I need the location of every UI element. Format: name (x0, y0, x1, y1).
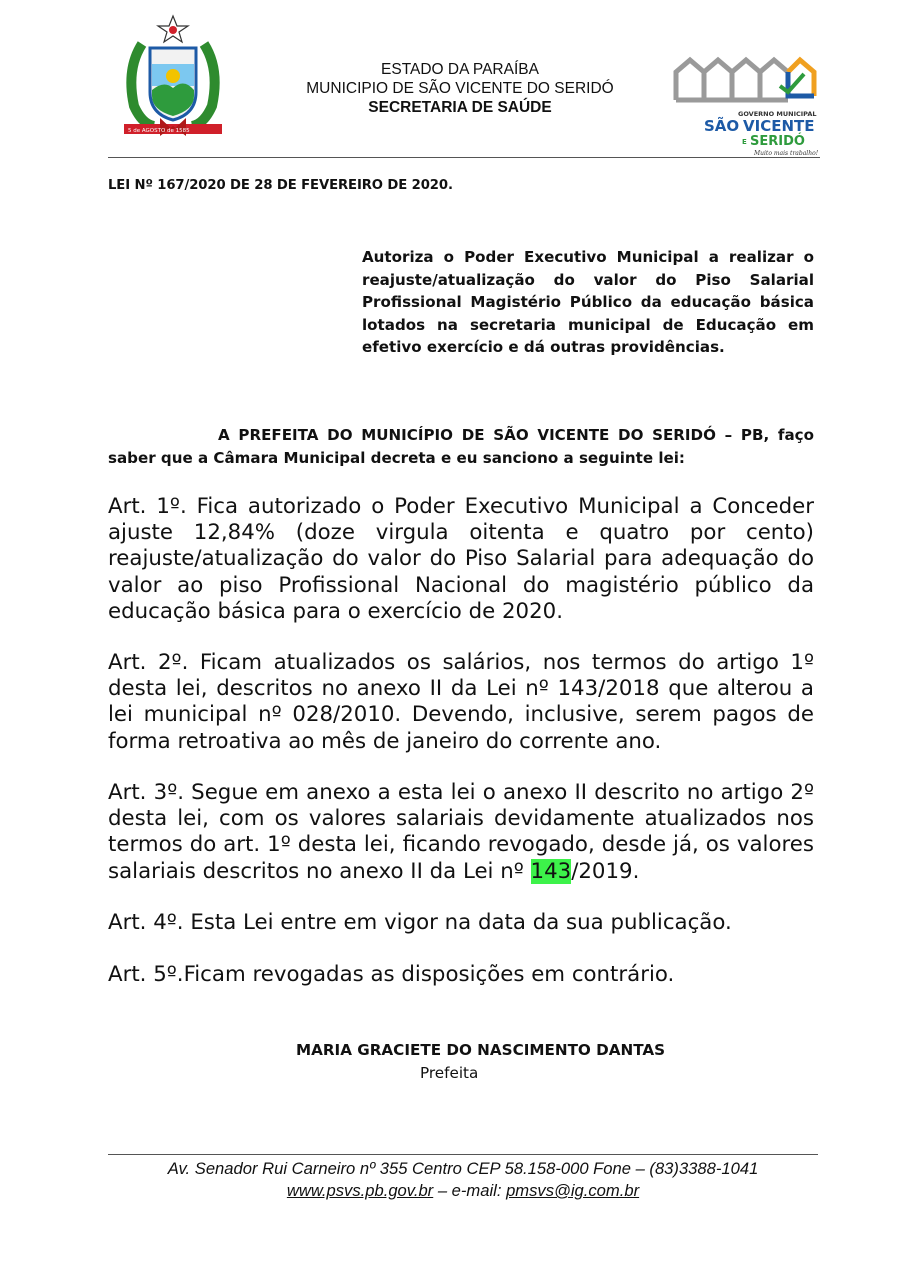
department-name: SECRETARIA DE SAÚDE (368, 99, 552, 116)
article-1: Art. 1º. Fica autorizado o Poder Executivo Municipal a Conceder ajuste 12,84% (doze virgula oitenta e quatro por cento) reajuste/atualização do valor do Piso Salarial para adequação do valor ao piso Profissional Nacional do magistério público da educação básica para o exercício de 2020. (108, 494, 814, 624)
article-4: Art. 4º. Esta Lei entre em vigor na data da sua publicação. (108, 910, 732, 935)
crest-ribbon-text: 5 de AGOSTO de 1585 (128, 128, 190, 134)
article-5: Art. 5º.Ficam revogadas as disposições em contrário. (108, 962, 675, 987)
article-2: Art. 2º. Ficam atualizados os salários, nos termos do artigo 1º desta lei, descritos no anexo II da Lei nº 143/2018 que alterou a lei municipal nº 028/2010. Devendo, inclusive, serem pagos de forma retroativa ao mês de janeiro do corrente ano. (108, 650, 814, 754)
preamble-text: A PREFEITA DO MUNICÍPIO DE SÃO VICENTE DO SERIDÓ – PB, faço saber que a Câmara Municipal decreta e eu sanciono a seguinte lei: (108, 426, 814, 467)
footer-contact (108, 1180, 818, 1202)
preamble (108, 424, 814, 469)
signer-role: Prefeita (420, 1064, 479, 1082)
logo-serido: SERIDÓ (750, 134, 805, 149)
footer-address: Av. Senador Rui Carneiro nº 355 Centro CEP 58.158-000 Fone – (83)3388-1041 (167, 1159, 759, 1178)
logo-sao: SÃO (704, 117, 740, 135)
footer-divider (108, 1154, 818, 1155)
highlighted-law-number: 143 (530, 858, 572, 884)
article-3 (108, 780, 814, 885)
state-name: ESTADO DA PARAÍBA (381, 61, 539, 78)
footer (108, 1158, 818, 1202)
article-3-suffix: /2019. (571, 858, 640, 884)
article-3-text: Art. 3º. Segue em anexo a esta lei o anexo II descrito no artigo 2º desta lei, com os valores salariais devidamente atualizados nos termos do art. 1º desta lei, ficando revogado, desde já, os valores salariais descritos no anexo II da Lei nº (108, 780, 814, 884)
logo-vicente: VICENTE (743, 117, 815, 135)
municipality-name: MUNICIPIO DE SÃO VICENTE DO SERIDÓ (306, 80, 614, 97)
email-label: – e-mail: (433, 1181, 507, 1200)
law-title: LEI Nº 167/2020 DE 28 DE FEVEREIRO DE 2020. (108, 178, 453, 193)
email-link[interactable]: pmsvs@ig.com.br (506, 1181, 640, 1200)
state-coat-of-arms (112, 14, 234, 140)
municipal-government-logo (668, 52, 818, 158)
letterhead (262, 60, 658, 117)
logo-caption: GOVERNO MUNICIPAL (738, 110, 817, 118)
logo-e: E (742, 138, 747, 146)
signer-name: MARIA GRACIETE DO NASCIMENTO DANTAS (296, 1041, 666, 1059)
website-link[interactable]: www.psvs.pb.gov.br (286, 1181, 434, 1200)
header-divider (108, 157, 820, 158)
law-summary: Autoriza o Poder Executivo Municipal a realizar o reajuste/atualização do valor do Piso Salarial Profissional Magistério Público da educação básica lotados na secretaria municipal de Educação em efetivo exercício e dá outras providências. (362, 248, 814, 357)
logo-tagline: Muito mais trabalho! (754, 150, 818, 157)
